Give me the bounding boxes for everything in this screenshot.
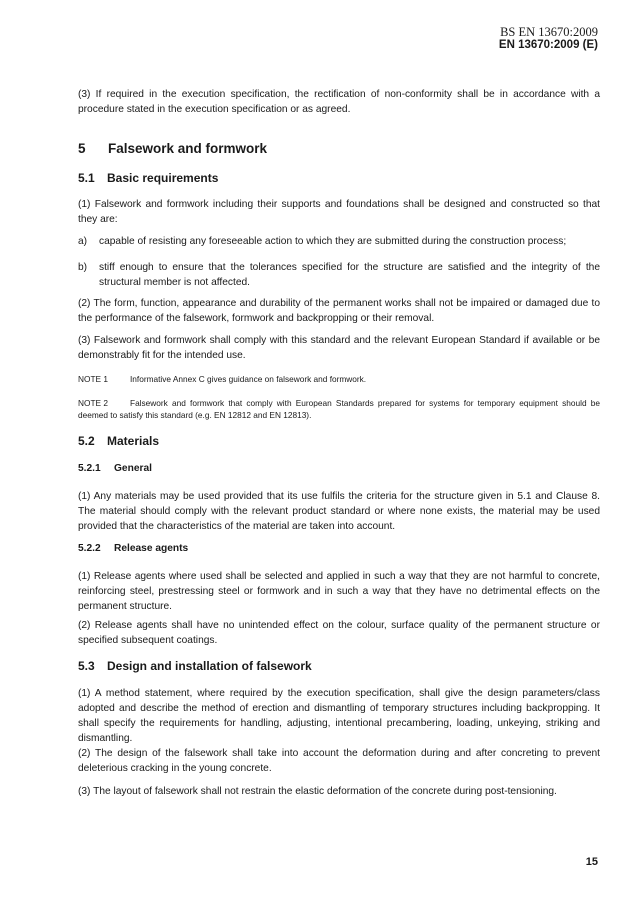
note-1 <box>78 373 600 385</box>
list-label: a) <box>78 236 88 247</box>
section-title: Design and installation of falsework <box>107 659 312 673</box>
paragraph-5-1-2: (2) The form, function, appearance and durability of the permanent works shall not be impaired or damaged due to the performance of the falsework, formwork and backpropping or their removal. <box>78 298 600 324</box>
section-title: Materials <box>107 434 160 448</box>
section-title: General <box>114 463 152 474</box>
note-text: Falsework and formwork that comply with European Standards prepared for systems for temporary equipment should be deemed to satisfy this standard (e.g. EN 12812 and EN 12813). <box>78 398 600 420</box>
page-number: 15 <box>585 856 598 868</box>
section-title: Falsework and formwork <box>108 141 268 156</box>
note-2 <box>78 397 600 421</box>
note-label: NOTE 1 <box>78 374 108 384</box>
section-title: Release agents <box>114 543 189 554</box>
paragraph-5-1-1: (1) Falsework and formwork including their supports and foundations shall be designed and constructed so that they are: <box>78 199 600 225</box>
paragraph-intro: (3) If required in the execution specification, the rectification of non-conformity shall be in accordance with a procedure stated in the execution specification or as agreed. <box>78 89 600 115</box>
standard-reference: BS EN 13670:2009 <box>500 25 598 39</box>
list-item-a <box>78 234 600 249</box>
paragraph-5-3-2: (2) The design of the falsework shall take into account the deformation during and after concreting to prevent deleterious cracking in the young concrete. <box>78 748 600 774</box>
section-number: 5 <box>78 141 86 156</box>
section-heading-5-3 <box>78 659 600 673</box>
section-number: 5.2 <box>78 434 95 448</box>
list-label: b) <box>78 262 88 273</box>
section-number: 5.1 <box>78 171 95 185</box>
section-number: 5.3 <box>78 659 95 673</box>
list-text: stiff enough to ensure that the tolerances specified for the structure are satisfied and the integrity of the structural member is not affected. <box>99 262 600 288</box>
note-text: Informative Annex C gives guidance on falsework and formwork. <box>130 374 367 384</box>
section-number: 5.2.1 <box>78 463 101 474</box>
paragraph-5-2-2-1: (1) Release agents where used shall be selected and applied in such a way that they are not harmful to concrete, reinforcing steel, prestressing steel or formwork and in such a way that they have no detrimental effects on the permanent structure. <box>78 571 600 612</box>
standard-reference-en: EN 13670:2009 (E) <box>498 39 598 51</box>
paragraph-5-2-2-2: (2) Release agents shall have no unintended effect on the colour, surface quality of the permanent structure or specified subsequent coatings. <box>78 620 600 646</box>
section-heading-5-2 <box>78 434 600 448</box>
paragraph-5-2-1-1: (1) Any materials may be used provided that its use fulfils the criteria for the structure given in 5.1 and Clause 8. The material should comply with the relevant product standard or where none exists, the material may be used provided that the characteristics of the material are taken into account. <box>78 491 600 532</box>
section-heading-5-1 <box>78 171 600 185</box>
section-title: Basic requirements <box>107 171 219 185</box>
note-label: NOTE 2 <box>78 398 108 408</box>
section-heading-5 <box>78 141 600 156</box>
paragraph-5-1-3: (3) Falsework and formwork shall comply with this standard and the relevant European Standard if available or be demonstrably fit for the intended use. <box>78 335 600 361</box>
section-heading-5-2-1 <box>78 463 600 474</box>
paragraph-5-3-1: (1) A method statement, where required by the execution specification, shall give the design parameters/class adopted and describe the method of erection and dismantling of temporary structures including backpropping. It shall specify the requirements for handling, adjusting, intentional precambering, loading, unkeying, striking and dismantling. <box>78 688 600 744</box>
section-number: 5.2.2 <box>78 543 101 554</box>
section-heading-5-2-2 <box>78 543 600 554</box>
list-item-b <box>78 260 600 290</box>
list-text: capable of resisting any foreseeable action to which they are submitted during the construction process; <box>99 236 567 247</box>
paragraph-5-3-3: (3) The layout of falsework shall not restrain the elastic deformation of the concrete during post-tensioning. <box>78 786 557 797</box>
